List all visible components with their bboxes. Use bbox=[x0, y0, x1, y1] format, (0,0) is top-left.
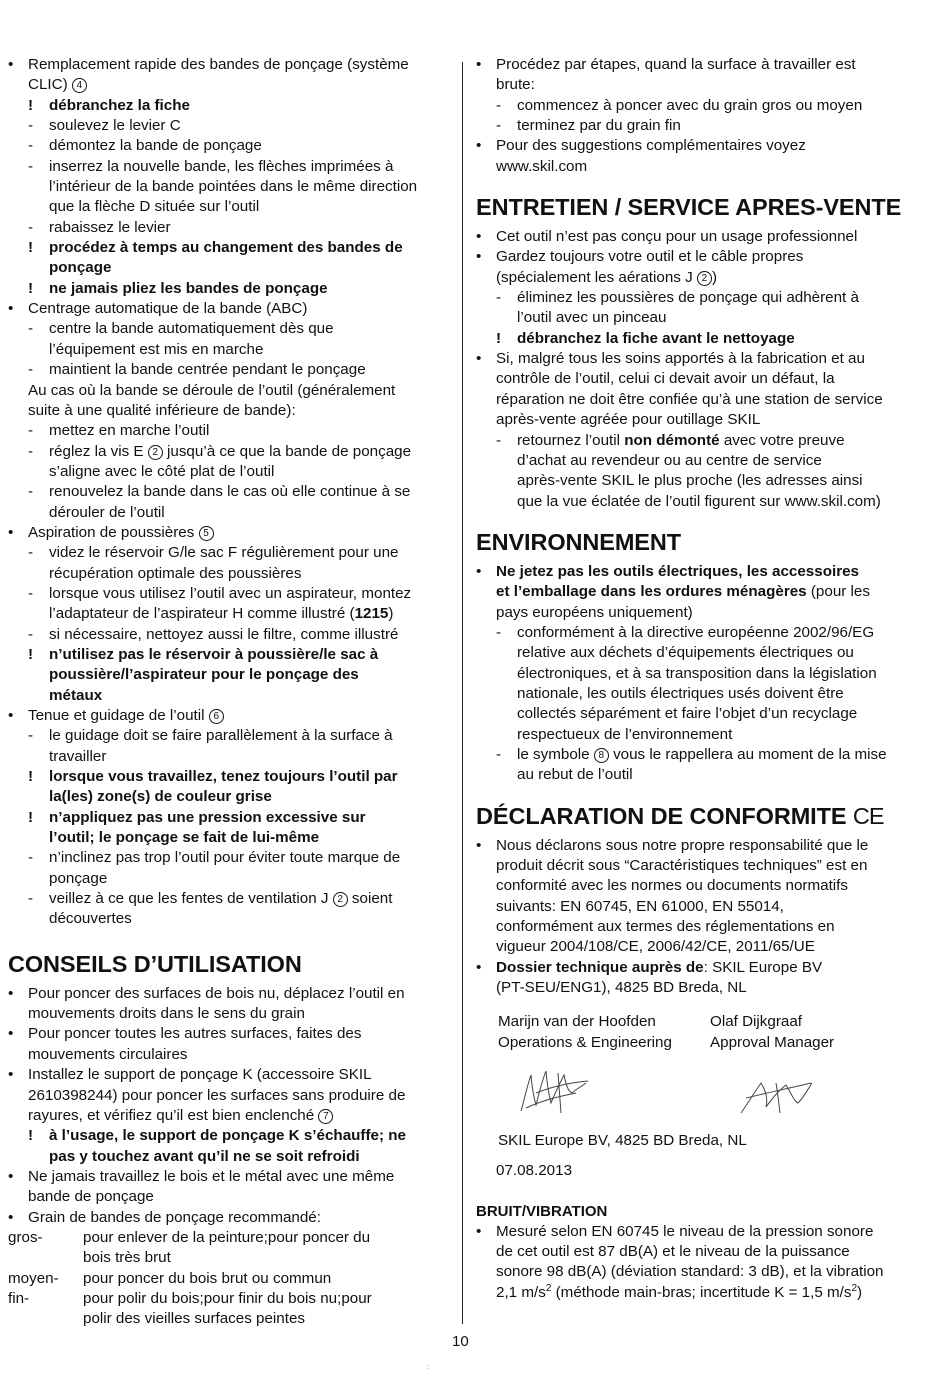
dash-item: - maintient la bande centrée pendant le ponçage bbox=[28, 361, 366, 379]
company-address: SKIL Europe BV, 4825 BD Breda, NL bbox=[498, 1132, 747, 1150]
bullet-item: • Dossier technique auprès de: SKIL Europe BV (PT-SEU/ENG1), 4825 BD Breda, NL bbox=[476, 958, 823, 997]
dash-item: - si nécessaire, nettoyez aussi le filtre, comme illustré bbox=[28, 625, 399, 643]
bullet-item: • Tenue et guidage de l’outil 6 bbox=[8, 706, 450, 726]
right-column bbox=[476, 55, 922, 1303]
column-divider bbox=[462, 62, 463, 1324]
figure-ref-7: 7 bbox=[318, 1109, 333, 1124]
figure-ref-6: 6 bbox=[209, 709, 224, 724]
bullet-item: • Pour poncer des surfaces de bois nu, déplacez l’outil en mouvements droits dans le sens du grain bbox=[8, 984, 405, 1023]
warning-item: ! n’utilisez pas le réservoir à poussière/le sac à poussière/l’aspirateur pour le ponçage des métaux bbox=[28, 645, 379, 704]
bullet-item: • Cet outil n’est pas conçu pour un usage professionnel bbox=[476, 228, 858, 246]
bullet-item: • Pour poncer toutes les autres surfaces, faites des mouvements circulaires bbox=[8, 1025, 362, 1063]
figure-ref-2: 2 bbox=[697, 271, 712, 286]
section-heading-declaration: DÉCLARATION DE CONFORMITE CE bbox=[476, 802, 884, 829]
figure-ref-4: 4 bbox=[72, 78, 87, 93]
grit-row: gros- pour enlever de la peinture;pour poncer du bois très brut bbox=[8, 1228, 371, 1267]
print-mark: : bbox=[427, 1364, 429, 1371]
bullet-item: • Gardez toujours votre outil et le câble propres (spécialement les aérations J 2 ) bbox=[476, 248, 804, 286]
paragraph: Au cas où la bande se déroule de l’outil (généralement suite à une qualité inférieure de bande): bbox=[28, 381, 396, 419]
ce-mark: CE bbox=[852, 802, 884, 829]
bullet-item: • Si, malgré tous les soins apportés à la fabrication et au contrôle de l’outil, celui ci devait avoir un défaut, la réparation ne doit être confiée qu’à une station de service après-vente agréée pour outillage SKIL bbox=[476, 350, 883, 429]
dash-item: - centre la bande automatiquement dès que l’équipement est mis en marche bbox=[28, 320, 334, 358]
warning-item: ! ne jamais pliez les bandes de ponçage bbox=[28, 279, 328, 297]
grit-row: fin- pour polir du bois;pour finir du bois nu;pour polir des vieilles surfaces peintes bbox=[8, 1289, 372, 1328]
bullet-item: • Ne jetez pas les outils électriques, les accessoires et l’emballage dans les ordures ménagères (pour les pays européens uniquement) bbox=[476, 562, 870, 621]
warning-item: ! à l’usage, le support de ponçage K s’échauffe; ne pas y touchez avant qu’il ne se soit refroidi bbox=[28, 1127, 406, 1165]
signatory-2: Olaf Dijkgraaf Approval Manager bbox=[710, 1013, 835, 1051]
bullet-item: • Ne jamais travaillez le bois et le métal avec une même bande de ponçage bbox=[8, 1167, 395, 1206]
dash-item: - videz le réservoir G/le sac F régulièrement pour une récupération optimale des poussières bbox=[28, 544, 399, 582]
signatory-1: Marijn van der Hoofden Operations & Engineering bbox=[498, 1013, 672, 1051]
section-heading-environnement: ENVIRONNEMENT bbox=[476, 528, 681, 555]
figure-ref-8: 8 bbox=[594, 748, 609, 763]
section-heading-bruit: BRUIT/VIBRATION bbox=[476, 1202, 608, 1220]
dash-item: - lorsque vous utilisez l’outil avec un aspirateur, montez l’adaptateur de l’aspirateur H comme illustré (1215) bbox=[28, 584, 412, 623]
signature-2 bbox=[741, 1083, 812, 1113]
bullet-item: • Remplacement rapide des bandes de ponçage (système CLIC) 4 bbox=[8, 56, 409, 94]
signature-images bbox=[476, 1053, 922, 1131]
dash-item: - retournez l’outil non démonté avec votre preuve d’achat au revendeur ou au centre de service après-vente SKIL le plus proche (les adresses ainsi que la vue éclatée de l’outil figurent sur www.skil.com) bbox=[496, 431, 881, 510]
declaration-date: 07.08.2013 bbox=[496, 1162, 573, 1180]
dash-item: - soulevez le levier C bbox=[28, 117, 181, 135]
dash-item: - réglez la vis E 2 jusqu’à ce que la bande de ponçage s’aligne avec le côté plat de l’outil bbox=[28, 442, 412, 480]
dash-item: - commencez à poncer avec du grain gros ou moyen bbox=[496, 96, 863, 114]
dash-item: - conformément à la directive européenne 2002/96/EG relative aux déchets d’équipements électriques ou électroniques, et à sa transposition dans la législation nationale, les outils électriques usés doivent être collectés séparément et faire l’objet d’un recyclage respectueux de l’environnement bbox=[496, 623, 877, 743]
warning-item: ! débranchez la fiche bbox=[28, 96, 190, 114]
bullet-item: • Nous déclarons sous notre propre responsabilité que le produit décrit sous “Caractéristiques techniques” est en conformité avec les normes ou documents normatifs suivants: EN 60745, EN 61000, EN 55014, conformément aux termes des réglementations en vigueur 2004/108/CE, 2006/42/CE, 2011/65/UE bbox=[476, 836, 869, 956]
bullet-item: • Pour des suggestions complémentaires voyez www.skil.com bbox=[476, 137, 806, 175]
dash-item: - renouvelez la bande dans le cas où elle continue à se dérouler de l’outil bbox=[28, 483, 411, 521]
grit-row: moyen- pour poncer du bois brut ou commun bbox=[8, 1269, 332, 1287]
dash-item: - n’inclinez pas trop l’outil pour éviter toute marque de ponçage bbox=[28, 849, 401, 887]
warning-item: ! débranchez la fiche avant le nettoyage bbox=[496, 329, 795, 347]
bullet-item: • Aspiration de poussières 5 bbox=[8, 523, 450, 543]
left-column bbox=[8, 55, 450, 1330]
dash-item: - éliminez les poussières de ponçage qui adhèrent à l’outil avec un pinceau bbox=[496, 289, 859, 327]
bullet-item: • Grain de bandes de ponçage recommandé: bbox=[8, 1208, 321, 1226]
warning-item: ! n’appliquez pas une pression excessive sur l’outil; le ponçage se fait de lui-même bbox=[28, 808, 366, 847]
figure-ref-5: 5 bbox=[199, 526, 214, 541]
signature-1 bbox=[521, 1071, 588, 1113]
bullet-item: • Procédez par étapes, quand la surface à travailler est brute: bbox=[476, 56, 856, 94]
warning-item: ! lorsque vous travaillez, tenez toujours l’outil par la(les) zone(s) de couleur grise bbox=[28, 768, 398, 806]
dash-item: - mettez en marche l’outil bbox=[28, 422, 210, 440]
dash-item: - inserrez la nouvelle bande, les flèches imprimées à l’intérieur de la bande pointées dans le même direction que la flèche D située sur l’outil bbox=[28, 157, 418, 216]
dash-item: - le guidage doit se faire parallèlement à la surface à travailler bbox=[28, 727, 393, 765]
dash-item: - veillez à ce que les fentes de ventilation J 2 soient découvertes bbox=[28, 890, 393, 928]
figure-ref-2: 2 bbox=[148, 445, 163, 460]
bullet-item: • Centrage automatique de la bande (ABC) bbox=[8, 300, 308, 318]
dash-item: - le symbole 8 vous le rappellera au moment de la mise au rebut de l’outil bbox=[496, 745, 887, 784]
section-heading-conseils: CONSEILS D’UTILISATION bbox=[8, 950, 302, 977]
signatories bbox=[498, 1012, 922, 1053]
section-heading-entretien: ENTRETIEN / SERVICE APRES-VENTE bbox=[476, 194, 902, 221]
signatures bbox=[476, 1053, 922, 1131]
dash-item: - démontez la bande de ponçage bbox=[28, 137, 262, 155]
warning-item: ! procédez à temps au changement des bandes de ponçage bbox=[28, 239, 403, 277]
bullet-item: • Installez le support de ponçage K (accessoire SKIL 2610398244) pour poncer les surfaces sans produire de rayures, et vérifiez qu’il est bien enclenché 7 bbox=[8, 1066, 406, 1124]
bullet-item: • Mesuré selon EN 60745 le niveau de la pression sonore de cet outil est 87 dB(A) et le niveau de la puissance sonore 98 dB(A) (déviation standard: 3 dB), et la vibration 2,1 $m/s^2$ (méthode main-bras; incertitude K = 1,5 $m/s^2$) bbox=[476, 1222, 884, 1301]
page-number: 10 bbox=[452, 1333, 469, 1350]
dash-item: - terminez par du grain fin bbox=[496, 117, 681, 135]
figure-ref-2: 2 bbox=[333, 892, 348, 907]
dash-item: - rabaissez le levier bbox=[28, 218, 171, 236]
